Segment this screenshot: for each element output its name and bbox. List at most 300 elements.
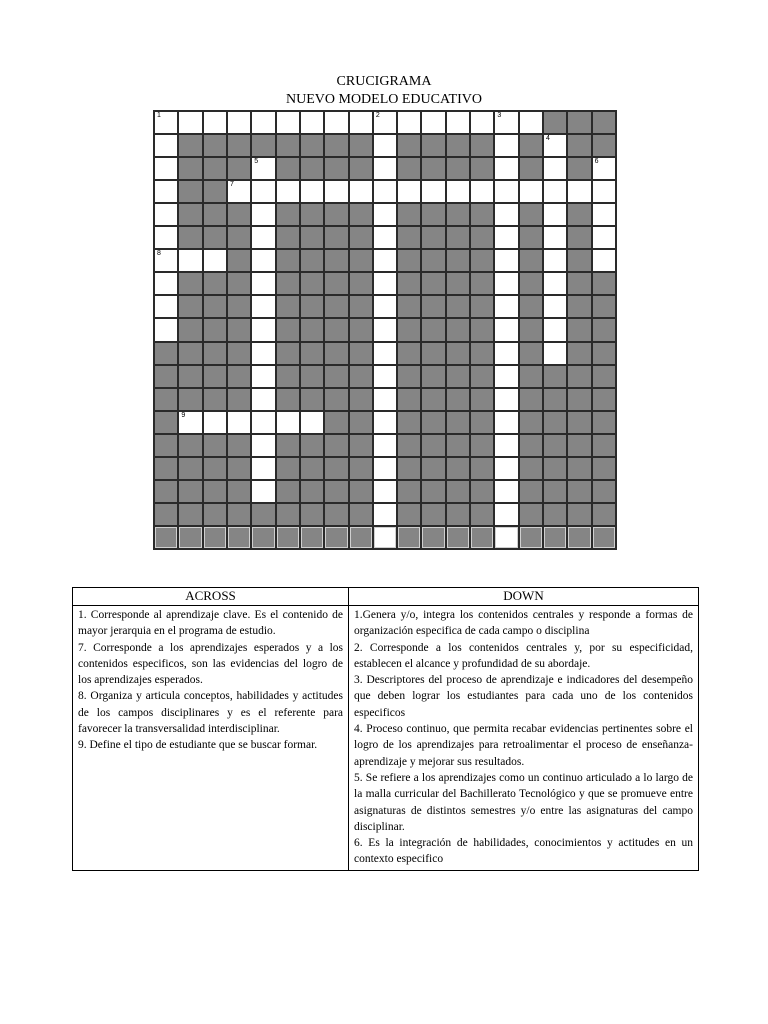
crossword-cell-blocked [301, 435, 323, 456]
crossword-cell-blocked [252, 504, 274, 525]
crossword-cell-blocked [277, 458, 299, 479]
crossword-cell-open[interactable] [544, 158, 566, 179]
crossword-cell-open[interactable] [422, 112, 444, 133]
crossword-cell-blocked [325, 158, 347, 179]
crossword-cell-blocked [228, 319, 250, 340]
crossword-cell-blocked [520, 366, 542, 387]
crossword-cell-blocked [593, 458, 615, 479]
crossword-cell-blocked [471, 435, 493, 456]
crossword-cell-open[interactable] [374, 135, 396, 156]
crossword-cell-blocked [471, 366, 493, 387]
crossword-cell-blocked [301, 527, 323, 548]
crossword-cell-blocked [155, 504, 177, 525]
crossword-cell-blocked [301, 296, 323, 317]
crossword-cell-open[interactable] [544, 135, 566, 156]
crossword-cell-blocked [471, 504, 493, 525]
crossword-cell-open[interactable] [228, 412, 250, 433]
crossword-cell-open[interactable] [252, 250, 274, 271]
crossword-cell-open[interactable] [228, 112, 250, 133]
crossword-grid [153, 110, 617, 550]
crossword-cell-blocked [568, 273, 590, 294]
crossword-cell-blocked [301, 366, 323, 387]
crossword-cell-blocked [277, 366, 299, 387]
crossword-cell-blocked [422, 412, 444, 433]
crossword-cell-open[interactable] [374, 389, 396, 410]
crossword-cell-blocked [325, 504, 347, 525]
crossword-cell-open[interactable] [350, 112, 372, 133]
crossword-cell-blocked [204, 458, 226, 479]
crossword-cell-blocked [301, 319, 323, 340]
crossword-cell-blocked [593, 112, 615, 133]
crossword-cell-open[interactable] [495, 435, 517, 456]
crossword-cell-open[interactable] [277, 112, 299, 133]
crossword-cell-blocked [179, 435, 201, 456]
crossword-cell-open[interactable] [374, 504, 396, 525]
crossword-cell-blocked [568, 366, 590, 387]
crossword-cell-open[interactable] [495, 204, 517, 225]
crossword-cell-open[interactable] [155, 204, 177, 225]
crossword-cell-blocked [325, 458, 347, 479]
crossword-cell-open[interactable] [155, 181, 177, 202]
crossword-cell-blocked [447, 435, 469, 456]
crossword-cell-open[interactable] [374, 273, 396, 294]
clue-number: 9 [181, 411, 186, 419]
crossword-cell-open[interactable] [544, 204, 566, 225]
down-clue-4: 4. Proceso continuo, que permita recabar evidencias pertinentes sobre el logro de los aprendizajes para retroalimentar el proceso de enseñanza-aprendizaje y mejorar sus resultados. [354, 723, 693, 768]
crossword-cell-blocked [179, 481, 201, 502]
crossword-cell-blocked [155, 435, 177, 456]
crossword-cell-open[interactable] [350, 181, 372, 202]
crossword-cell-blocked [301, 250, 323, 271]
crossword-cell-open[interactable] [179, 412, 201, 433]
clue-number: 5 [254, 158, 259, 166]
crossword-cell-open[interactable] [277, 412, 299, 433]
crossword-cell-open[interactable] [495, 135, 517, 156]
crossword-cell-blocked [447, 227, 469, 248]
crossword-cell-open[interactable] [495, 181, 517, 202]
crossword-cell-blocked [447, 412, 469, 433]
crossword-cell-blocked [277, 435, 299, 456]
crossword-cell-open[interactable] [252, 343, 274, 364]
crossword-cell-open[interactable] [325, 181, 347, 202]
crossword-cell-open[interactable] [544, 250, 566, 271]
crossword-cell-blocked [398, 458, 420, 479]
crossword-cell-open[interactable] [204, 412, 226, 433]
down-clues [349, 606, 699, 871]
crossword-cell-blocked [325, 204, 347, 225]
crossword-cell-open[interactable] [252, 412, 274, 433]
crossword-cell-blocked [544, 458, 566, 479]
crossword-cell-open[interactable] [252, 389, 274, 410]
crossword-cell-open[interactable] [544, 227, 566, 248]
crossword-cell-blocked [471, 250, 493, 271]
crossword-cell-blocked [398, 158, 420, 179]
crossword-cell-blocked [568, 389, 590, 410]
crossword-cell-open[interactable] [593, 250, 615, 271]
crossword-cell-open[interactable] [520, 112, 542, 133]
crossword-cell-open[interactable] [495, 112, 517, 133]
crossword-cell-open[interactable] [179, 112, 201, 133]
crossword-cell-blocked [520, 158, 542, 179]
crossword-cell-open[interactable] [155, 250, 177, 271]
crossword-cell-blocked [350, 527, 372, 548]
crossword-cell-open[interactable] [252, 481, 274, 502]
crossword-cell-open[interactable] [155, 273, 177, 294]
crossword-cell-blocked [520, 296, 542, 317]
crossword-cell-blocked [593, 389, 615, 410]
crossword-cell-blocked [568, 227, 590, 248]
crossword-cell-blocked [593, 319, 615, 340]
crossword-cell-open[interactable] [374, 227, 396, 248]
crossword-cell-blocked [204, 366, 226, 387]
crossword-cell-blocked [398, 504, 420, 525]
crossword-cell-blocked [447, 343, 469, 364]
crossword-cell-blocked [544, 366, 566, 387]
crossword-cell-blocked [544, 435, 566, 456]
crossword-cell-blocked [325, 250, 347, 271]
crossword-cell-blocked [179, 458, 201, 479]
crossword-cell-open[interactable] [252, 319, 274, 340]
crossword-cell-blocked [204, 389, 226, 410]
crossword-cell-blocked [471, 412, 493, 433]
crossword-cell-open[interactable] [374, 250, 396, 271]
crossword-cell-open[interactable] [374, 435, 396, 456]
crossword-cell-blocked [520, 389, 542, 410]
crossword-cell-blocked [422, 504, 444, 525]
crossword-cell-open[interactable] [374, 296, 396, 317]
crossword-cell-open[interactable] [593, 158, 615, 179]
page-title: CRUCIGRAMA [336, 74, 432, 89]
crossword-cell-open[interactable] [495, 343, 517, 364]
crossword-cell-open[interactable] [301, 412, 323, 433]
crossword-cell-blocked [471, 458, 493, 479]
crossword-cell-open[interactable] [228, 181, 250, 202]
crossword-cell-blocked [398, 412, 420, 433]
crossword-cell-blocked [277, 135, 299, 156]
crossword-cell-open[interactable] [252, 227, 274, 248]
clue-number: 1 [157, 112, 161, 119]
crossword-cell-blocked [228, 343, 250, 364]
crossword-cell-blocked [277, 296, 299, 317]
crossword-cell-open[interactable] [593, 181, 615, 202]
crossword-cell-blocked [325, 435, 347, 456]
crossword-cell-open[interactable] [495, 389, 517, 410]
across-header: ACROSS [73, 588, 349, 606]
crossword-cell-open[interactable] [495, 158, 517, 179]
crossword-cell-blocked [568, 135, 590, 156]
crossword-cell-blocked [325, 296, 347, 317]
crossword-cell-blocked [179, 296, 201, 317]
crossword-cell-blocked [471, 158, 493, 179]
crossword-cell-open[interactable] [495, 412, 517, 433]
crossword-cell-blocked [228, 366, 250, 387]
crossword-cell-open[interactable] [252, 458, 274, 479]
crossword-cell-blocked [422, 135, 444, 156]
crossword-cell-open[interactable] [252, 366, 274, 387]
crossword-cell-blocked [593, 481, 615, 502]
crossword-cell-blocked [568, 435, 590, 456]
crossword-cell-blocked [155, 389, 177, 410]
crossword-cell-open[interactable] [325, 112, 347, 133]
crossword-cell-blocked [301, 158, 323, 179]
crossword-cell-open[interactable] [155, 296, 177, 317]
crossword-cell-blocked [593, 135, 615, 156]
crossword-cell-blocked [325, 366, 347, 387]
crossword-cell-blocked [277, 158, 299, 179]
crossword-cell-blocked [471, 481, 493, 502]
crossword-cell-open[interactable] [593, 227, 615, 248]
crossword-cell-open[interactable] [544, 343, 566, 364]
crossword-cell-blocked [325, 273, 347, 294]
crossword-cell-open[interactable] [374, 112, 396, 133]
crossword-cell-blocked [593, 527, 615, 548]
crossword-cell-blocked [568, 319, 590, 340]
crossword-cell-blocked [301, 343, 323, 364]
crossword-cell-open[interactable] [544, 319, 566, 340]
crossword-cell-blocked [228, 250, 250, 271]
crossword-cell-blocked [277, 273, 299, 294]
crossword-cell-open[interactable] [252, 273, 274, 294]
crossword-cell-blocked [277, 204, 299, 225]
crossword-cell-blocked [422, 227, 444, 248]
crossword-cell-open[interactable] [495, 527, 517, 548]
crossword-cell-open[interactable] [155, 227, 177, 248]
crossword-cell-open[interactable] [374, 412, 396, 433]
across-clue-9: 9. Define el tipo de estudiante que se buscar formar. [78, 739, 318, 752]
crossword-cell-blocked [398, 481, 420, 502]
crossword-cell-open[interactable] [520, 181, 542, 202]
across-clues [73, 606, 349, 871]
crossword-cell-open[interactable] [471, 112, 493, 133]
crossword-cell-blocked [471, 135, 493, 156]
crossword-cell-blocked [155, 458, 177, 479]
crossword-cell-open[interactable] [252, 158, 274, 179]
crossword-cell-blocked [520, 504, 542, 525]
crossword-cell-blocked [204, 527, 226, 548]
crossword-cell-blocked [204, 204, 226, 225]
crossword-cell-open[interactable] [252, 204, 274, 225]
crossword-cell-open[interactable] [277, 181, 299, 202]
crossword-cell-open[interactable] [495, 250, 517, 271]
crossword-cell-blocked [228, 158, 250, 179]
crossword-cell-blocked [398, 273, 420, 294]
crossword-cell-blocked [228, 227, 250, 248]
crossword-cell-open[interactable] [495, 319, 517, 340]
crossword-cell-blocked [447, 135, 469, 156]
crossword-cell-blocked [520, 343, 542, 364]
crossword-cell-blocked [471, 204, 493, 225]
crossword-cell-blocked [471, 227, 493, 248]
crossword-cell-blocked [593, 435, 615, 456]
crossword-cell-blocked [544, 504, 566, 525]
crossword-cell-open[interactable] [593, 204, 615, 225]
crossword-cell-blocked [471, 343, 493, 364]
crossword-cell-open[interactable] [544, 296, 566, 317]
crossword-cell-open[interactable] [155, 112, 177, 133]
crossword-cell-open[interactable] [471, 181, 493, 202]
crossword-cell-blocked [325, 227, 347, 248]
crossword-cell-open[interactable] [374, 481, 396, 502]
crossword-cell-blocked [179, 135, 201, 156]
crossword-cell-blocked [422, 343, 444, 364]
down-clue-5: 5. Se refiere a los aprendizajes como un continuo articulado a lo largo de la malla curricular del Bachillerato Tecnológico y que se promueve entre asignaturas de distintos semestres y/o entre las asignaturas del campo disciplinar. [354, 771, 693, 833]
crossword-cell-open[interactable] [155, 319, 177, 340]
crossword-cell-blocked [398, 389, 420, 410]
crossword-cell-blocked [228, 389, 250, 410]
crossword-cell-open[interactable] [398, 181, 420, 202]
crossword-cell-blocked [204, 343, 226, 364]
crossword-cell-blocked [422, 458, 444, 479]
crossword-cell-blocked [520, 250, 542, 271]
crossword-cell-open[interactable] [447, 112, 469, 133]
crossword-cell-blocked [447, 366, 469, 387]
crossword-cell-blocked [568, 343, 590, 364]
crossword-cell-open[interactable] [374, 527, 396, 548]
crossword-cell-blocked [593, 343, 615, 364]
crossword-cell-blocked [520, 227, 542, 248]
crossword-cell-blocked [471, 319, 493, 340]
crossword-cell-open[interactable] [544, 181, 566, 202]
crossword-cell-blocked [155, 366, 177, 387]
crossword-cell-blocked [350, 389, 372, 410]
crossword-cell-open[interactable] [568, 181, 590, 202]
crossword-cell-blocked [568, 481, 590, 502]
crossword-cell-open[interactable] [422, 181, 444, 202]
crossword-cell-open[interactable] [252, 181, 274, 202]
crossword-cell-open[interactable] [495, 458, 517, 479]
crossword-cell-blocked [398, 204, 420, 225]
crossword-cell-blocked [447, 504, 469, 525]
crossword-cell-blocked [277, 343, 299, 364]
crossword-cell-blocked [520, 135, 542, 156]
crossword-cell-blocked [544, 481, 566, 502]
crossword-cell-blocked [350, 273, 372, 294]
crossword-cell-blocked [350, 227, 372, 248]
crossword-cell-blocked [277, 527, 299, 548]
crossword-cell-blocked [593, 366, 615, 387]
crossword-cell-blocked [350, 158, 372, 179]
crossword-cell-open[interactable] [252, 112, 274, 133]
crossword-cell-blocked [179, 343, 201, 364]
crossword-cell-blocked [179, 158, 201, 179]
crossword-cell-blocked [350, 435, 372, 456]
crossword-cell-blocked [350, 343, 372, 364]
across-clue-1: 1. Corresponde al aprendizaje clave. Es el contenido de mayor jerarquia en el programa de estudio. [78, 609, 343, 638]
crossword-cell-open[interactable] [398, 112, 420, 133]
crossword-cell-blocked [301, 135, 323, 156]
down-clue-3: 3. Descriptores del proceso de aprendizaje e indicadores del desempeño que deben lograr los estudiantes para cada uno de los contenidos especificos [354, 674, 693, 719]
crossword-cell-blocked [398, 527, 420, 548]
crossword-cell-blocked [277, 389, 299, 410]
crossword-cell-blocked [277, 319, 299, 340]
crossword-cell-blocked [471, 527, 493, 548]
crossword-cell-blocked [593, 273, 615, 294]
crossword-cell-blocked [422, 296, 444, 317]
crossword-cell-blocked [350, 412, 372, 433]
crossword-cell-blocked [301, 389, 323, 410]
crossword-cell-open[interactable] [495, 227, 517, 248]
crossword-cell-open[interactable] [179, 250, 201, 271]
crossword-cell-blocked [398, 366, 420, 387]
crossword-cell-open[interactable] [374, 158, 396, 179]
crossword-cell-blocked [350, 250, 372, 271]
crossword-cell-blocked [568, 527, 590, 548]
crossword-cell-open[interactable] [495, 296, 517, 317]
crossword-cell-blocked [422, 319, 444, 340]
crossword-cell-open[interactable] [495, 273, 517, 294]
crossword-cell-blocked [179, 527, 201, 548]
crossword-cell-open[interactable] [374, 343, 396, 364]
crossword-cell-blocked [301, 504, 323, 525]
crossword-cell-open[interactable] [204, 250, 226, 271]
crossword-cell-open[interactable] [495, 481, 517, 502]
crossword-cell-blocked [593, 296, 615, 317]
crossword-cell-open[interactable] [374, 181, 396, 202]
clue-number: 6 [594, 158, 599, 166]
crossword-cell-blocked [568, 458, 590, 479]
crossword-cell-blocked [325, 319, 347, 340]
crossword-cell-blocked [252, 135, 274, 156]
crossword-cell-blocked [179, 273, 201, 294]
crossword-cell-open[interactable] [544, 273, 566, 294]
crossword-cell-open[interactable] [155, 135, 177, 156]
crossword-cell-blocked [447, 458, 469, 479]
crossword-cell-blocked [568, 296, 590, 317]
page-subtitle: NUEVO MODELO EDUCATIVO [286, 92, 482, 107]
crossword-cell-blocked [422, 527, 444, 548]
crossword-cell-open[interactable] [374, 458, 396, 479]
crossword-cell-open[interactable] [495, 366, 517, 387]
crossword-cell-blocked [325, 389, 347, 410]
clue-number: 7 [229, 181, 234, 189]
crossword-cell-blocked [398, 135, 420, 156]
crossword-cell-open[interactable] [374, 319, 396, 340]
crossword-cell-open[interactable] [374, 366, 396, 387]
crossword-cell-open[interactable] [155, 158, 177, 179]
crossword-cell-blocked [520, 204, 542, 225]
crossword-cell-open[interactable] [301, 181, 323, 202]
crossword-cell-blocked [277, 250, 299, 271]
crossword-cell-blocked [422, 204, 444, 225]
crossword-cell-blocked [398, 319, 420, 340]
crossword-cell-blocked [350, 296, 372, 317]
crossword-cell-blocked [179, 319, 201, 340]
across-clue-8: 8. Organiza y articula conceptos, habilidades y actitudes de los campos disciplinares y es el referente para favorecer la transversalidad interdisciplinar. [78, 690, 343, 736]
crossword-cell-open[interactable] [447, 181, 469, 202]
down-clue-6: 6. Es la integración de habilidades, conocimientos y actitudes en un contexto especifico [354, 837, 693, 866]
crossword-cell-blocked [447, 273, 469, 294]
crossword-cell-open[interactable] [374, 204, 396, 225]
crossword-cell-blocked [447, 527, 469, 548]
crossword-cell-open[interactable] [495, 504, 517, 525]
crossword-cell-blocked [252, 527, 274, 548]
crossword-cell-blocked [204, 135, 226, 156]
crossword-cell-blocked [325, 527, 347, 548]
crossword-cell-blocked [350, 135, 372, 156]
crossword-cell-blocked [301, 273, 323, 294]
crossword-cell-open[interactable] [252, 296, 274, 317]
crossword-cell-blocked [422, 435, 444, 456]
crossword-cell-blocked [228, 527, 250, 548]
crossword-cell-open[interactable] [252, 435, 274, 456]
crossword-cell-blocked [179, 366, 201, 387]
crossword-cell-open[interactable] [204, 112, 226, 133]
crossword-cell-blocked [204, 481, 226, 502]
crossword-cell-blocked [350, 319, 372, 340]
crossword-cell-open[interactable] [301, 112, 323, 133]
crossword-cell-blocked [277, 504, 299, 525]
crossword-cell-blocked [277, 227, 299, 248]
